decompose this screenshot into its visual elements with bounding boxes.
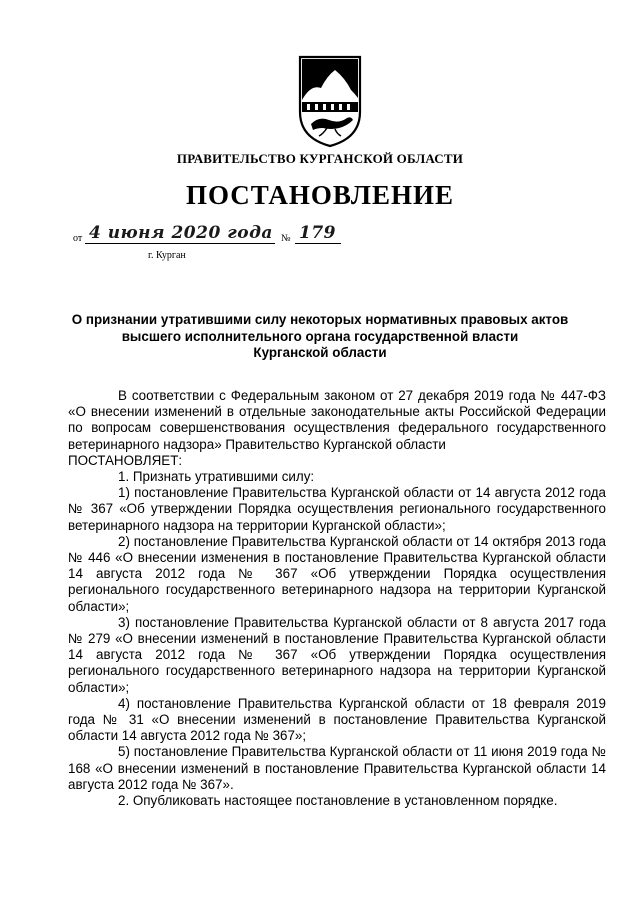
handwritten-date: 4 июня 2020 года (89, 223, 273, 243)
item-1: 1. Признать утратившими силу: (118, 469, 315, 485)
item-2: 2. Опубликовать настоящее постановление в установленном порядке. (118, 793, 558, 809)
preamble-paragraph: В соответствии с Федеральным законом от 27 декабря 2019 года № 447-ФЗ «О внесении изменений в отдельные законодательные акты Российской Федерации по вопросам совершенствования осуществления федерального государственного ветеринарного надзора» Правительство Курганской области (68, 388, 606, 452)
coat-of-arms-icon (297, 54, 363, 148)
title-line-3: Курганской области (253, 345, 387, 360)
title-line-2: высшего исполнительного органа государственной власти (121, 328, 519, 344)
sub-item-4: 4) постановление Правительства Курганской области от 18 февраля 2019 года № 31 «О внесении изменений в постановление Правительства Курганской области 14 августа 2012 года № 367»; (68, 695, 606, 744)
sub-item-3: 3) постановление Правительства Курганской области от 8 августа 2017 года № 279 «О внесении изменений в постановление Правительства Курганской области 14 августа 2012 года № 367 «Об утверждении Порядка осуществления регионального государственного ветеринарного надзора на территории Курганской области»; (68, 614, 606, 695)
sub-item-1: 1) постановление Правительства Курганской области от 14 августа 2012 года № 367 «Об утверждении Порядка осуществления регионального государственного ветеринарного надзора на территории Курганской области»; (68, 485, 606, 533)
number-prefix: № (281, 233, 291, 244)
document-body (68, 388, 606, 809)
date-number-line (73, 224, 353, 248)
handwritten-number: 179 (299, 223, 336, 243)
government-name: ПРАВИТЕЛЬСТВО КУРГАНСКОЙ ОБЛАСТИ (176, 151, 464, 166)
document-title (60, 312, 580, 362)
title-line-1: О признании утратившими силу некоторых нормативных правовых актов (71, 312, 569, 327)
document-type-heading: ПОСТАНОВЛЕНИЕ (185, 180, 455, 210)
date-prefix: от (73, 233, 83, 244)
date-underline (85, 243, 275, 244)
number-underline (295, 243, 341, 244)
city-label: г. Курган (148, 250, 186, 261)
sub-item-2: 2) постановление Правительства Курганской области от 14 октября 2013 года № 446 «О внесении изменения в постановление Правительства Курганской области 14 августа 2012 года № 367 «Об утверждении Порядка осуществления регионального государственного ветеринарного надзора на территории Курганской области»; (68, 533, 606, 614)
resolves-label: ПОСТАНОВЛЯЕТ: (68, 452, 183, 468)
sub-item-5: 5) постановление Правительства Курганской области от 11 июня 2019 года № 168 «О внесении изменений в постановление Правительства Курганской области 14 августа 2012 года № 367». (68, 744, 606, 792)
